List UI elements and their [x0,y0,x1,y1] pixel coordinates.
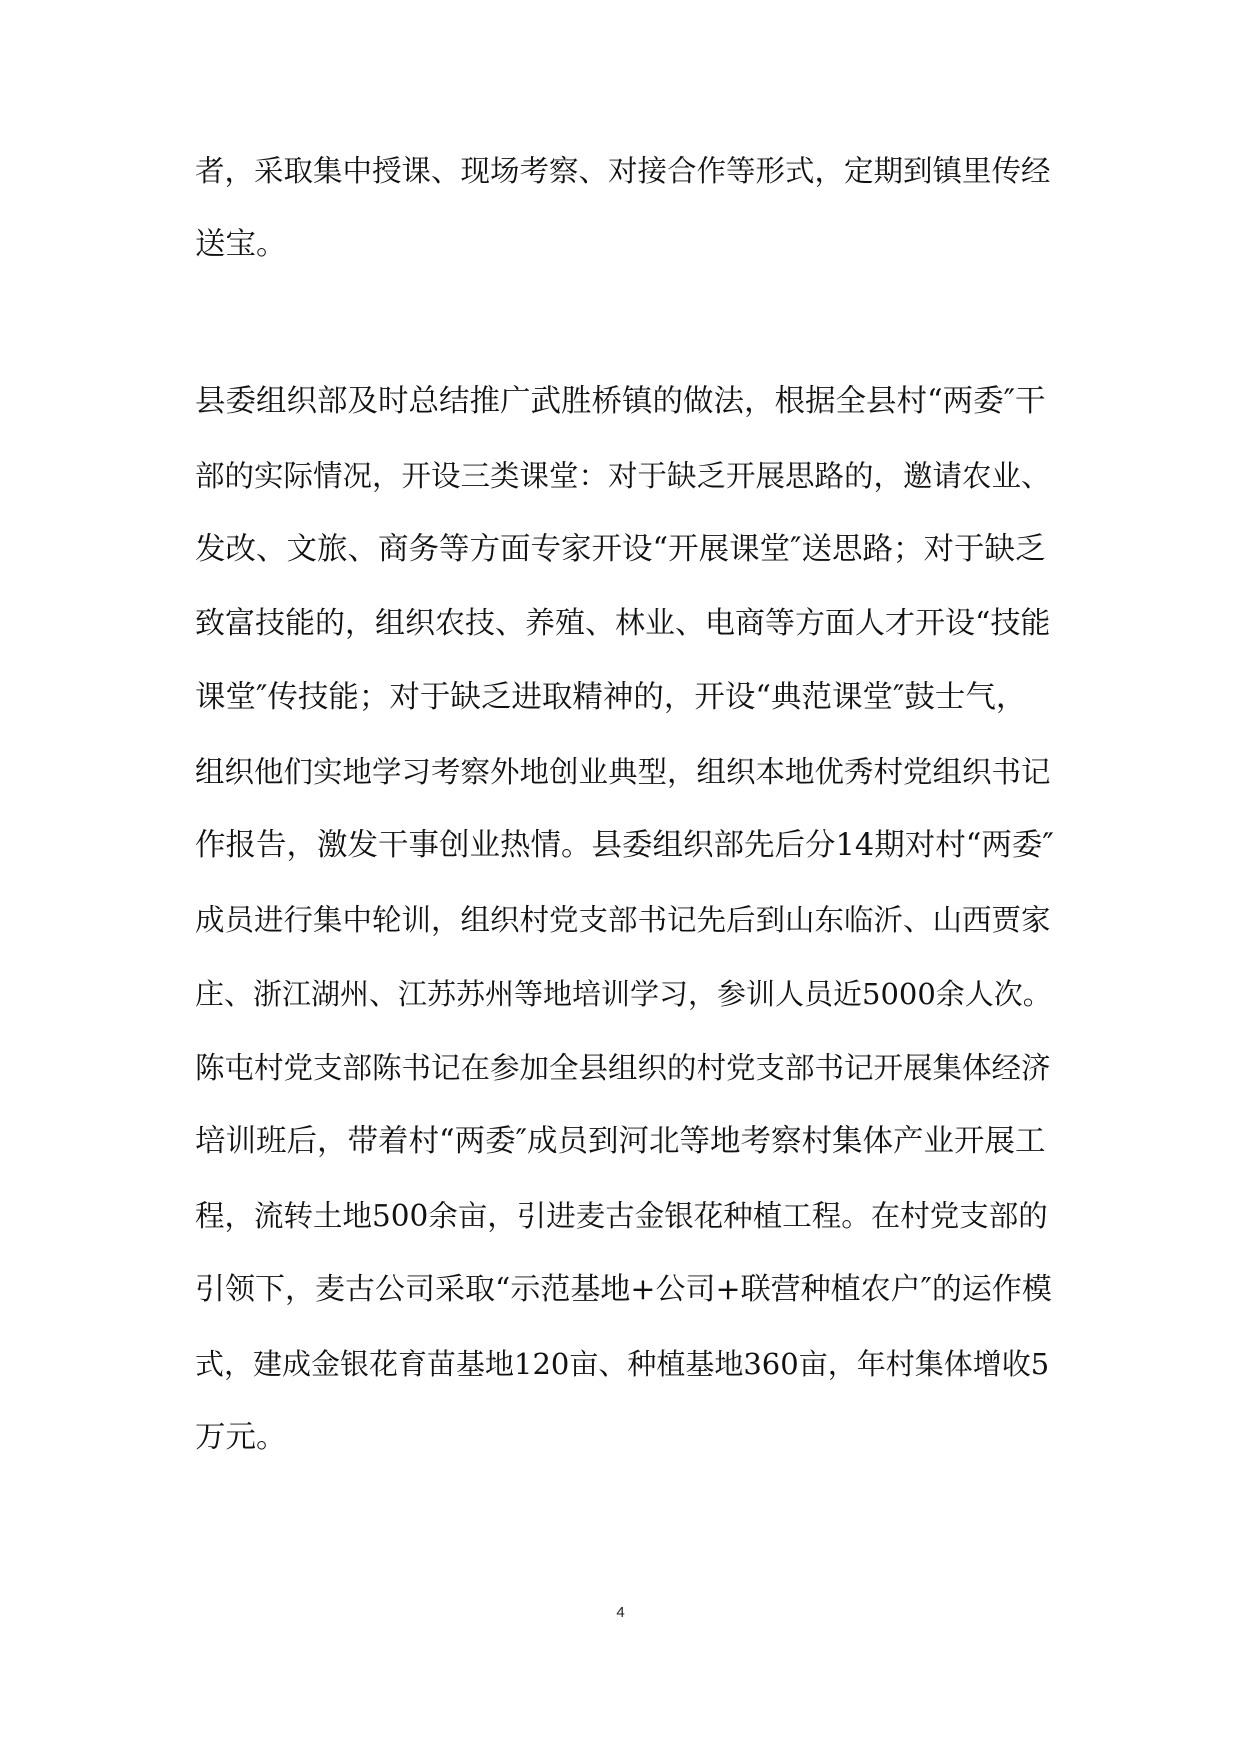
text-line: 式，建成金银花育苗基地120亩、种植基地360亩，年村集体增收5 [195,1347,1050,1381]
text-line: 致富技能的，组织农技、养殖、林业、电商等方面人才开设“技能 [195,606,1051,641]
text-line: 部的实际情况，开设三类课堂：对于缺乏开展思路的，邀请农业、 [195,459,1051,493]
text-line: 课堂″传技能；对于缺乏进取精神的，开设“典范课堂″鼓士气， [195,680,1027,715]
page-number: 4 [616,1604,625,1621]
text-line: 者，采取集中授课、现场考察、对接合作等形式，定期到镇里传经 [195,154,1051,188]
text-line: 发改、文旅、商务等方面专家开设“开展课堂″送思路；对于缺乏 [195,532,1046,567]
text-line: 作报告，激发干事创业热情。县委组织部先后分14期对村“两委″ [195,828,1054,863]
text-line: 培训班后，带着村“两委″成员到河北等地考察村集体产业开展工 [195,1124,1046,1159]
text-line: 引领下，麦古公司采取“示范基地+公司+联营种植农户″的运作模 [195,1272,1052,1307]
text-line: 陈屯村党支部陈书记在参加全县组织的村党支部书记开展集体经济 [195,1051,1051,1085]
paragraph-1 [195,134,1055,282]
text-line: 送宝。 [195,227,287,262]
text-line: 万元。 [195,1420,287,1455]
text-line: 程，流转土地500余亩，引进麦古金银花种植工程。在村党支部的 [195,1199,1048,1233]
paragraph-2 [195,365,1055,1475]
text-line: 庄、浙江湖州、江苏苏州等地培训学习，参训人员近5000余人次。 [195,977,1052,1011]
text-line: 县委组织部及时总结推广武胜桥镇的做法，根据全县村“两委″干 [195,384,1046,419]
text-line: 组织他们实地学习考察外地创业典型，组织本地优秀村党组织书记 [195,755,1051,789]
text-line: 成员进行集中轮训，组织村党支部书记先后到山东临沂、山西贾家 [195,903,1051,937]
